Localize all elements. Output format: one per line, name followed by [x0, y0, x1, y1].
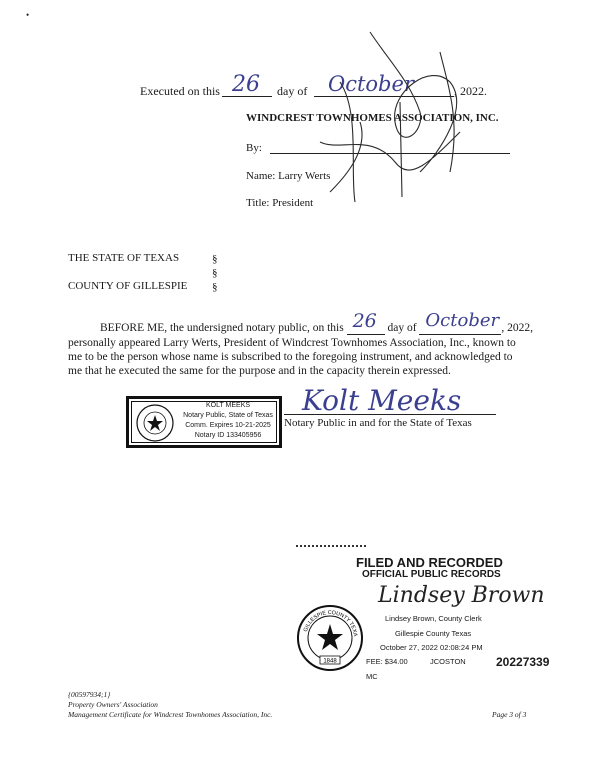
by-label: By:: [246, 142, 262, 154]
ack-day-handwritten: 26: [352, 310, 377, 332]
president-signature: [300, 22, 480, 212]
venue-county: COUNTY OF GILLESPIE: [68, 280, 188, 292]
ack-month-handwritten: October: [425, 310, 500, 331]
ack-part2: day of: [387, 322, 417, 334]
executed-day-of: day of: [277, 84, 308, 98]
venue-state: THE STATE OF TEXAS: [68, 252, 180, 264]
notary-seal-icon: [135, 403, 175, 443]
svg-text:1848: 1848: [323, 658, 337, 665]
executed-month-handwritten: October: [328, 72, 414, 96]
clerk-signature: Lindsey Brown: [378, 583, 545, 608]
stamp-name: KOLT MEEKS: [205, 402, 251, 409]
ack-line-2: personally appeared Larry Werts, President of Windcrest Townhomes Association, Inc., known to: [68, 337, 516, 349]
executed-year: , 2022.: [454, 84, 487, 98]
executed-prefix: Executed on this: [140, 84, 220, 98]
recording-divider: [296, 545, 366, 547]
official-records-title: OFFICIAL PUBLIC RECORDS: [362, 569, 501, 580]
clerk-county: Gillespie County Texas: [395, 629, 472, 638]
ack-line-1: [68, 310, 534, 335]
notary-stamp: [126, 396, 282, 448]
section-symbol: §: [212, 281, 218, 293]
scan-mark: •: [26, 10, 30, 20]
svg-text:GILLESPIE COUNTY TEXAS: GILLESPIE COUNTY TEXA: [302, 609, 358, 637]
association-name: WINDCREST TOWNHOMES ASSOCIATION, INC.: [246, 112, 499, 124]
stamp-line-3: Notary ID 133405956: [194, 432, 262, 439]
notary-label: Notary Public in and for the State of Texas: [284, 417, 472, 429]
recording-mc: MC: [366, 672, 378, 681]
section-symbol: §: [212, 267, 218, 279]
footer-line-2: Management Certificate for Windcrest Townhomes Association, Inc.: [68, 710, 273, 719]
section-symbol: §: [212, 253, 218, 265]
page-number: Page 3 of 3: [492, 710, 527, 719]
stamp-line-2: Comm. Expires 10-21-2025: [185, 422, 271, 429]
ack-line-4: me that he executed the same for the purpose and in the capacity therein expressed.: [68, 365, 451, 377]
executed-day-handwritten: 26: [232, 72, 260, 97]
recording-datetime: October 27, 2022 02:08:24 PM: [380, 643, 483, 652]
notary-signature-line: [284, 414, 496, 415]
footer-line-1: Property Owners' Association: [68, 700, 158, 709]
ack-line-3: me to be the person whose name is subscribed to the foregoing instrument, and acknowledged to: [68, 351, 513, 363]
recording-clerk-id: JCOSTON: [430, 657, 466, 666]
notary-signature: Kolt Meeks: [302, 384, 462, 417]
footer-ref: {00597934;1}: [68, 690, 111, 699]
signer-title: Title: President: [246, 197, 314, 209]
ack-part3: , 2022,: [501, 322, 534, 334]
stamp-line-1: Notary Public, State of Texas: [183, 412, 273, 419]
signer-name: Name: Larry Werts: [246, 170, 331, 182]
clerk-name: Lindsey Brown, County Clerk: [385, 614, 482, 623]
document-number: 20227339: [496, 655, 550, 669]
filed-recorded-title: FILED AND RECORDED: [356, 555, 503, 570]
county-seal-icon: [296, 604, 364, 672]
recording-fee: FEE: $34.00: [366, 657, 408, 666]
ack-part1: BEFORE ME, the undersigned notary public, on this: [100, 322, 344, 334]
